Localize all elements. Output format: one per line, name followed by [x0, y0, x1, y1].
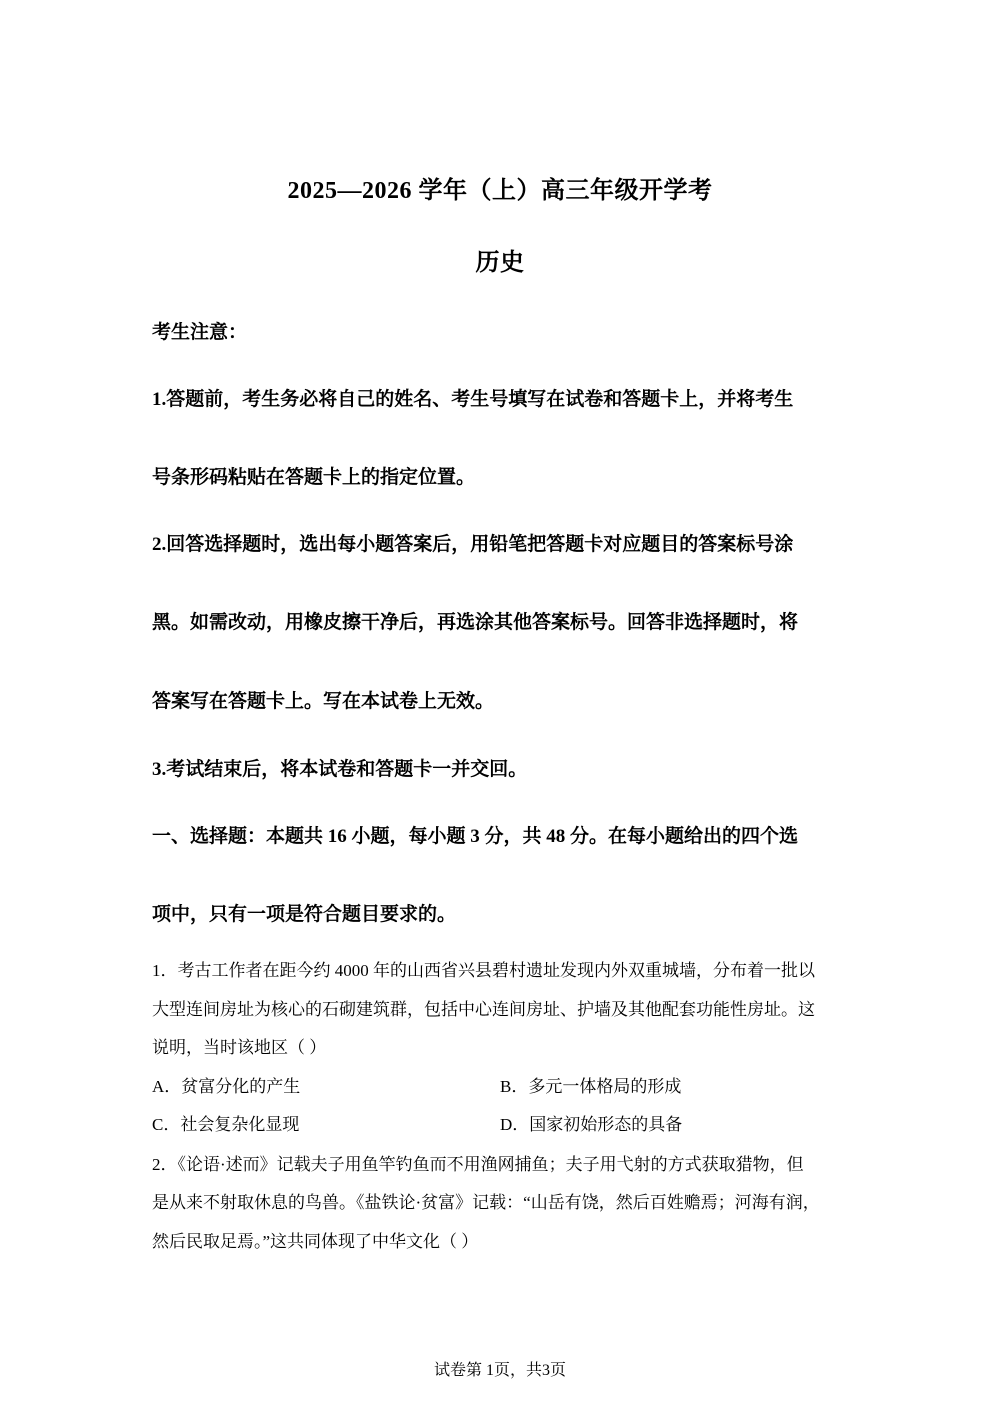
notice-line: 号条形码粘贴在答题卡上的指定位置。 — [152, 467, 476, 488]
question-line: 说明，当时该地区（ ） — [152, 1038, 327, 1057]
option-a: A．贫富分化的产生 — [152, 1077, 301, 1096]
notice-line: 1.答题前，考生务必将自己的姓名、考生号填写在试卷和答题卡上，并将考生 — [152, 389, 794, 410]
notice-line: 3.考试结束后，将本试卷和答题卡一并交回。 — [152, 759, 528, 780]
section-heading: 项中，只有一项是符合题目要求的。 — [152, 904, 457, 925]
subject-title: 历史 — [475, 250, 525, 276]
option-c: C．社会复杂化显现 — [152, 1115, 300, 1134]
question-line: 是从来不射取休息的鸟兽。《盐铁论·贫富》记载：“山岳有饶，然后百姓赡焉；河海有润， — [152, 1193, 820, 1212]
section-heading: 一、选择题：本题共 16 小题，每小题 3 分，共 48 分。在每小题给出的四个选 — [152, 826, 799, 847]
question-line: 然后民取足焉。”这共同体现了中华文化（ ） — [152, 1232, 479, 1251]
question-line: 大型连间房址为核心的石砌建筑群，包括中心连间房址、护墙及其他配套功能性房址。这 — [152, 1000, 815, 1019]
option-d: D．国家初始形态的具备 — [500, 1115, 683, 1134]
notice-line: 2.回答选择题时，选出每小题答案后，用铅笔把答题卡对应题目的答案标号涂 — [152, 534, 794, 555]
question-line: 2．《论语·述而》记载夫子用鱼竿钓鱼而不用渔网捕鱼；夫子用弋射的方式获取猎物，但 — [152, 1155, 804, 1174]
notice-heading: 考生注意： — [152, 322, 248, 343]
question-line: 1．考古工作者在距今约 4000 年的山西省兴县碧村遗址发现内外双重城墙，分布着一批以 — [152, 961, 815, 980]
notice-line: 答案写在答题卡上。写在本试卷上无效。 — [152, 691, 495, 712]
option-b: B．多元一体格局的形成 — [500, 1077, 682, 1096]
page-footer: 试卷第 1页，共3页 — [433, 1362, 566, 1379]
exam-title: 2025—2026 学年（上）高三年级开学考 — [287, 178, 713, 204]
notice-line: 黑。如需改动，用橡皮擦干净后，再选涂其他答案标号。回答非选择题时，将 — [152, 612, 799, 633]
